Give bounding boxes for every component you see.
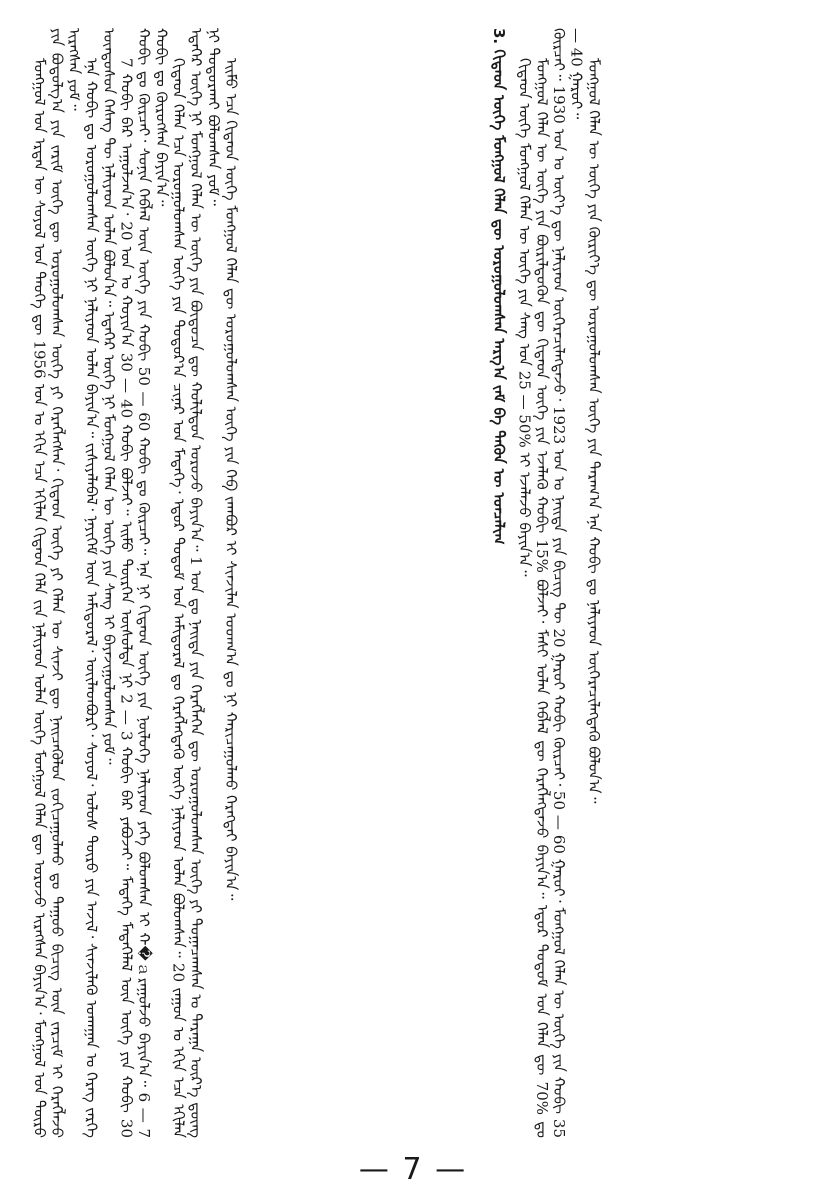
page-number: — 7 —: [358, 1152, 468, 1187]
paragraph: 7 ᠬᠤᠪᠢ ᠪᠡᠷ ᠠᠭᠤᠯᠵᠠᠨ᠎ᠠ᠂ 20 ᠣᠨ ᠤ ᠬᠣᠶᠢᠨ᠎ᠠ 30 — 40 ᠬᠤᠪᠢ ᠪᠣᠯᠵᠠᠢ᠃ ᠡᠢᠮᠦ ᠲᠦᠷᠭᠡᠨ ᠥᠰᠦᠯᠲᠡ ᠨᠢ 2 — 3 ᠬᠤᠪᠢ ᠪᠠᠷ ᠶᠠᠪᠤᠵᠠᠢ᠃ ᠮᠡᠳᠡᠭᠡ ᠮᠡᠳᠡᠭᠡᠯᠡᠯ ᠦᠨ ᠦᠭᠡ ᠶᠢᠨ ᠬᠤᠪᠢ 30 ᠬᠤᠪᠢ ᠳᠤ ᠬᠦᠷᠴᠡᠢ᠂ ᠰᠣᠨᠢᠨ ᠬᠡᠪᠯᠡᠯ ᠦᠨ ᠦᠭᠡ ᠶᠢᠨ ᠬᠤᠪᠢ 50 — 60 ᠬᠤᠪᠢ ᠳᠤ ᠬᠦᠷᠴᠡᠢ᠃ ᠡᠨᠡ ᠨᠢ ᠬᠢᠲᠠᠳ ᠦᠭᠡ ᠶᠢᠨ ᠨᠥᠯᠦᠭᠡ ᠨᠡᠯᠢᠶᠡᠳ ᠶᠡᠬᠡ ᠪᠣᠯᠤᠭᠰᠠᠨ ᠢ ᠬ�ａᠷᠠᠭᠤᠯᠵᠤ ᠪᠠᠶᠢᠨ᠎ᠠ᠃ 6 — 7 ᠬᠤᠪᠢ ᠳᠤ ᠬᠦᠷᠦᠭᠰᠡᠨ ᠪᠠᠶᠢᠨ᠎ᠠ᠃: [117, 28, 171, 1138]
paragraph: ᠡᠨᠡ ᠬᠤᠪᠢ ᠳᠤ ᠣᠷᠣᠭᠤᠯᠤᠭᠰᠠᠨ ᠦᠭᠡ ᠨᠢ ᠨᠡᠯᠢᠶᠡᠳ ᠣᠯᠠᠨ ᠪᠠᠶᠢᠨ᠎ᠠ᠃ ᠵᠢᠱᠢᠶᠡᠯᠡᠪᠡᠯ᠂ ᠨᠡᠶᠢᠭᠡᠮ ᠦᠨ ᠠᠮᠢᠳᠤᠷᠠᠯ᠂ ᠦᠢᠯᠡᠳᠪᠦᠷᠢ᠂ ᠰᠣᠶᠣᠯ᠂ ᠤᠯᠤᠰ ᠲᠥᠷᠥ ᠶᠢᠨ ᠠᠵᠢᠯ᠂ ᠰᠢᠨᠵᠢᠯᠡᠬᠦ ᠤᠬᠠᠭᠠᠨ ᠤ ᠬᠡᠷᠡᠭ ᠵᠡᠷᠭᠡ ᠦᠨᠳᠦᠰᠦᠨ ᠬᠡᠰᠡᠭ ᠲᠦ ᠨᠡᠯᠢᠶᠡᠳ ᠣᠯᠠᠨ ᠪᠣᠯᠤᠨ᠎ᠠ᠃ ᠡᠳᠡᠭᠡᠷ ᠦᠭᠡ ᠨᠢ ᠮᠣᠩᠭᠣᠯ ᠬᠡᠯᠡᠨ ᠦ ᠦᠭᠡ ᠶᠢᠨ ᠰᠠᠩ ᠢ ᠪᠠᠶᠠᠵᠢᠭᠤᠯᠤᠭᠰᠠᠨ ᠶᠤᠮ᠃: [82, 28, 119, 1138]
paragraph: ᠡᠢᠮᠦ ᠡᠴᠡ ᠬᠢᠲᠠᠳ ᠦᠭᠡ ᠮᠣᠩᠭᠣᠯ ᠬᠡᠯᠡᠨ ᠳᠦ ᠣᠷᠣᠭᠤᠯᠤᠭᠰᠠᠨ ᠦᠭᠡ ᠶᠢᠨ ᠬᠡᠪ ᠵᠠᠭᠪᠤᠷ ᠢ ᠰᠢᠨᠵᠢᠯᠡᠨ ᠤᠳᠬ᠎ᠠ ᠳᠤ ᠨᠢ ᠬᠠᠷᠢᠴᠠᠭᠤᠯᠬᠤ ᠬᠡᠷᠡᠭᠲᠡᠢ ᠪᠠᠶᠢᠨ᠎ᠠ᠃: [221, 58, 240, 901]
paragraph: ᠮᠣᠩᠭᠣᠯ ᠬᠡᠯᠡᠨ ᠦ ᠦᠭᠡ ᠶᠢᠨ ᠬᠦᠷᠢᠶ᠎ᠡ ᠳᠦ ᠣᠷᠣᠭᠤᠯᠤᠭᠰᠠᠨ ᠦᠭᠡ ᠶᠢᠨ ᠳᠠᠷᠠᠭ᠎ᠠ ᠡᠨᠡ ᠬᠤᠪᠢ ᠳᠤ ᠨᠡᠯᠢᠶᠡᠳ ᠥᠭᠡᠷᠡᠴᠢᠯᠡᠭᠳᠡᠬᠦ ᠪᠣᠯᠤᠨ᠎ᠠ᠃: [585, 58, 604, 804]
body-text-lower: [515, 28, 795, 1138]
section-heading: 3. ᠬᠢᠲᠠᠳ ᠦᠭᠡ ᠮᠣᠩᠭᠣᠯ ᠬᠡᠯᠡᠨ ᠳᠦ ᠣᠷᠣᠭᠤᠯᠤᠭᠰᠠᠨ ᠠᠷᠭ᠎ᠠ ᠵᠠᠮ ᠪᠠ ᠲᠡᠭᠦᠨ ᠦ ᠣᠨᠴᠠᠯᠢᠭ: [490, 28, 508, 545]
paragraph: ᠬᠢᠲᠠᠳ ᠦᠭᠡ ᠮᠣᠩᠭᠣᠯ ᠬᠡᠯᠡᠨ ᠦ ᠦᠭᠡ ᠶᠢᠨ ᠰᠠᠩ ᠤᠨ 25 — 50% ᠢ ᠡᠵᠡᠯᠡᠵᠦ ᠪᠠᠶᠢᠨ᠎ᠠ᠃: [515, 58, 534, 577]
paragraph: ᠮᠣᠩᠭᠣᠯ ᠬᠡᠯᠡᠨ ᠦ ᠦᠭᠡ ᠶᠢᠨ ᠪᠦᠷᠢᠯᠳᠦᠭᠦᠨ ᠳᠦ ᠬᠢᠲᠠᠳ ᠦᠭᠡ ᠶᠢᠨ ᠡᠵᠡᠯᠡᠬᠦ ᠬᠤᠪᠢ 15% ᠪᠣᠯᠵᠠᠢ᠂ ᠮᠠᠰᠢ ᠣᠯᠠᠨ ᠬᠡᠪᠯᠡᠯ ᠳᠦ ᠬᠡᠷᠡᠭᠯᠡᠭᠳᠡᠵᠦ ᠪᠠᠶᠢᠨ᠎ᠠ᠃ ᠡᠳᠦᠷ ᠲᠤᠲᠤᠮ ᠤᠨ ᠬᠡᠯᠡᠨ ᠳᠦ 70% ᠳᠤ ᠬᠦᠷᠴᠡᠢ᠃ 1930 ᠣᠨ ᠤ ᠦᠶ᠎ᠡ ᠳᠦ ᠨᠡᠯᠢᠶᠡᠳ ᠥᠭᠡᠷᠡᠴᠢᠯᠡᠭᠳᠡᠵᠦ᠂ 1923 ᠣᠨ ᠤ ᠨᠡᠢᠲᠡ ᠶᠢᠨ ᠪᠢᠴᠢᠭ ᠲᠦ 20 ᠭᠠᠷᠤᠢ ᠬᠤᠪᠢ ᠬᠦᠷᠴᠡᠢ᠂ 50 — 60 ᠭᠠᠷᠤᠢ᠂ ᠮᠣᠩᠭᠣᠯ ᠬᠡᠯᠡᠨ ᠦ ᠦᠭᠡ ᠶᠢᠨ ᠬᠤᠪᠢ 35 — 40 ᠭᠠᠷᠤᠢ᠃: [532, 28, 586, 1138]
body-text-upper: [30, 28, 485, 1138]
paragraph: ᠬᠢᠲᠠᠳ ᠬᠡᠯᠡᠨ ᠡᠴᠡ ᠣᠷᠣᠭᠤᠯᠤᠭᠰᠠᠨ ᠦᠭᠡ ᠶᠢᠨ ᠳᠣᠲᠣᠷ᠎ᠠ ᠴᠢᠨᠠᠷ ᠤᠨ ᠮᠡᠳᠡᠭᠡ᠂ ᠡᠳᠦᠷ ᠲᠤᠲᠤᠮ ᠤᠨ ᠠᠮᠢᠳᠤᠷᠠᠯ ᠳᠤ ᠬᠡᠷᠡᠭᠯᠡᠭᠳᠡᠬᠦ ᠦᠭᠡ ᠨᠡᠯᠢᠶᠡᠳ ᠣᠯᠠᠨ ᠪᠣᠯᠤᠭᠰᠠᠨ᠃ 20 ᠵᠠᠭᠤᠨ ᠤ ᠡᠬᠢᠨ ᠡᠴᠡ ᠡᠬᠢᠯᠡᠨ ᠡᠳᠡᠭᠡᠷ ᠦᠭᠡ ᠨᠢ ᠮᠣᠩᠭᠣᠯ ᠬᠡᠯᠡᠨ ᠦ ᠦᠭᠡ ᠶᠢᠨ ᠪᠦᠲᠦᠴᠡ ᠳᠦ ᠬᠣᠯᠢᠯᠳᠤᠨ ᠣᠷᠣᠵᠤ ᠪᠠᠶᠢᠨ᠎ᠠ᠃ 1 ᠣᠨ ᠳᠤ ᠨᠡᠢᠲᠡ ᠶᠢᠨ ᠬᠡᠷᠡᠭᠯᠡᠭᠡᠨ ᠳᠦ ᠣᠷᠣᠭᠤᠯᠤᠭᠰᠠᠨ ᠦᠭᠡ ᠶᠢ ᠲᠣᠭᠠᠴᠠᠭᠰᠠᠨ ᠤ ᠳᠠᠷᠠᠭᠠ ᠦᠷ᠎ᠡ ᠳ᠋ᠦᠩ ᠨᠢ ᠲᠣᠳᠣᠷᠬᠠᠢ ᠪᠣᠯᠤᠭᠰᠠᠨ ᠶᠤᠮ᠃: [169, 28, 223, 1138]
paragraph: ᠮᠣᠩᠭᠣᠯ ᠤᠨ ᠡᠷᠲᠡᠨ ᠦ ᠰᠣᠶᠣᠯ ᠤᠨ ᠲᠡᠦᠬᠡ ᠳᠦ 1956 ᠣᠨ ᠤ ᠡᠬᠢᠨ ᠡᠴᠡ ᠡᠬᠢᠯᠡᠨ ᠬᠢᠲᠠᠳ ᠬᠡᠯᠡ ᠵᠢᠨ ᠨᠡᠯᠢᠶᠡᠳ ᠣᠯᠠᠨ ᠦᠭᠡ ᠮᠣᠩᠭᠣᠯ ᠬᠡᠯᠡᠨ ᠳᠦ ᠣᠷᠣᠵᠤ ᠢᠷᠡᠭᠰᠡᠨ ᠪᠠᠶᠢᠨ᠎ᠠ᠂ ᠮᠣᠩᠭᠣᠯ ᠤᠨ ᠲᠥᠷᠥ ᠶᠢᠨ ᠪᠣᠳᠣᠯᠭ᠎ᠠ ᠶᠢᠨ ᠵᠠᠷᠢᠮ ᠦᠭᠡ ᠳᠦ ᠣᠷᠣᠭᠤᠯᠤᠭᠰᠠᠨ ᠦᠭᠡ ᠶᠢ ᠬᠡᠷᠡᠭᠯᠡᠭᠰᠡᠨ᠂ ᠬᠢᠲᠠᠳ ᠦᠭᠡ ᠶᠢ ᠬᠡᠯᠡᠨ ᠦ ᠰᠢᠨᠵᠢ ᠳᠦ ᠨᠡᠢᠴᠡᠭᠦᠯᠦᠨ ᠵᠣᠬᠢᠴᠠᠭᠤᠯᠬᠤ ᠳᠤ ᠳᠠᠭᠤᠤ ᠪᠢᠴᠢᠭ ᠦᠨ ᠵᠠᠷᠴᠢᠮ ᠢ ᠬᠡᠷᠡᠭᠯᠡᠵᠦ ᠢᠷᠡᠭᠰᠡᠨ ᠶᠤᠮ᠃: [30, 28, 84, 1138]
